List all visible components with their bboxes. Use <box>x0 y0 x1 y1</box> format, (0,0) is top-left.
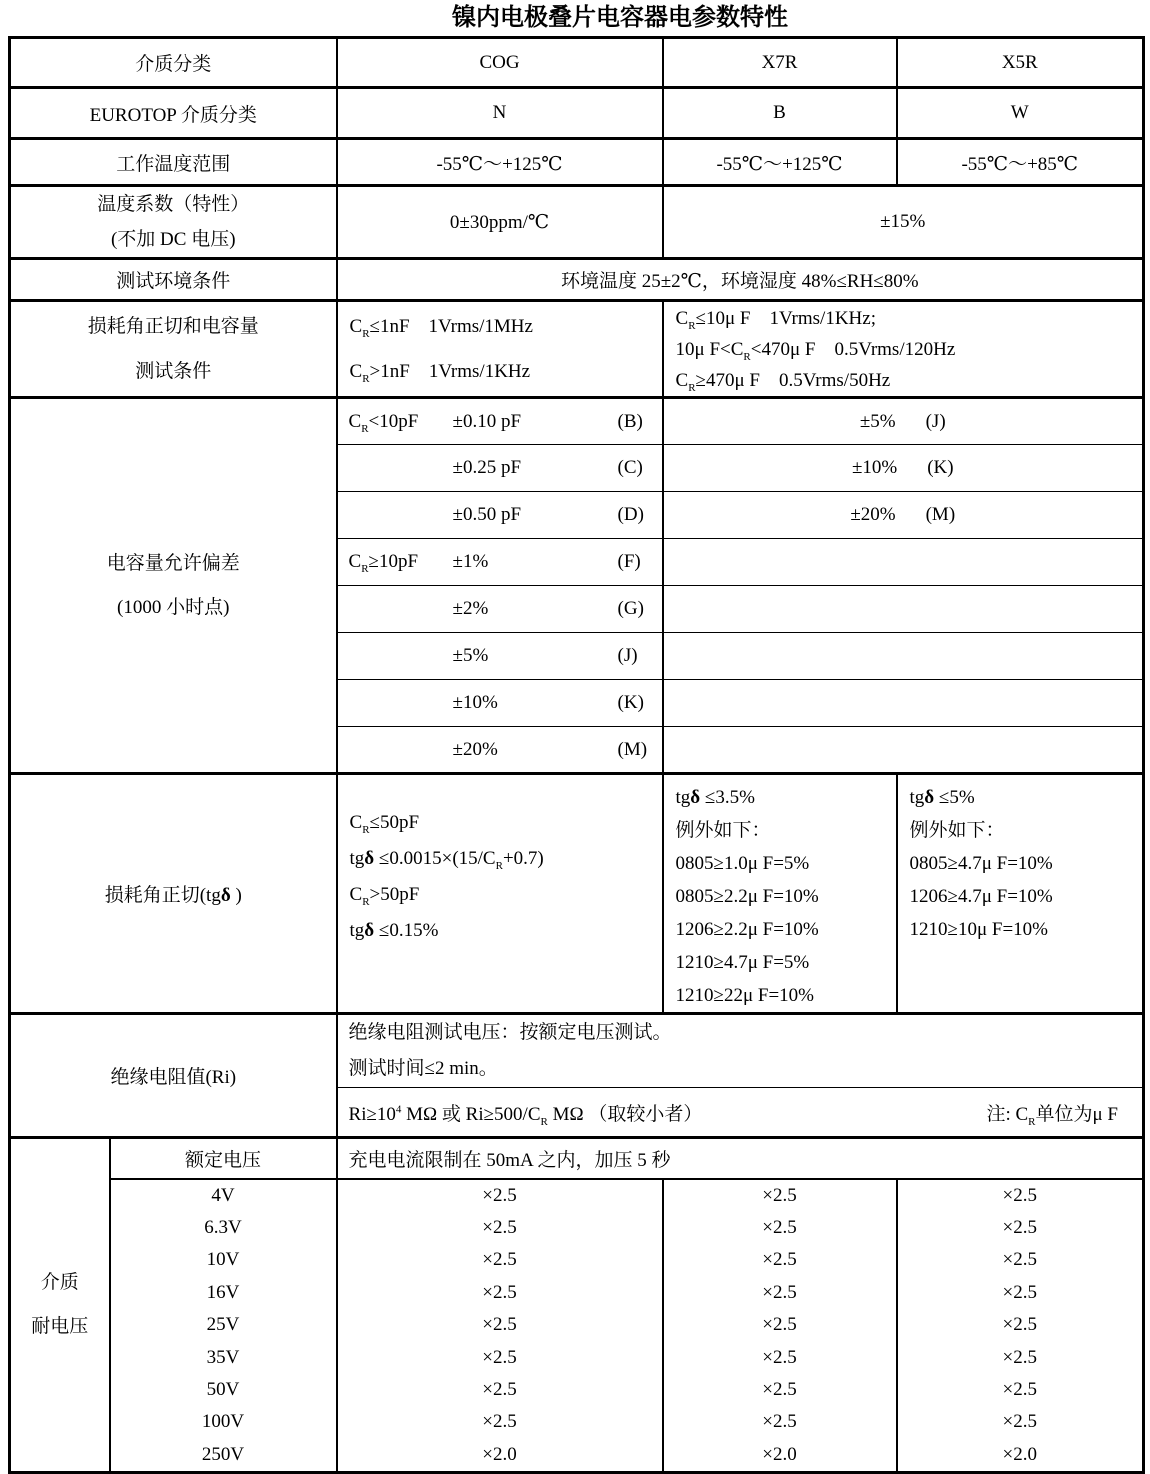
withstand-x5r-value: ×2.0 <box>1002 1443 1037 1465</box>
tolerance-cog-cell <box>337 586 663 633</box>
df-cap-test-label-line1: 损耗角正切和电容量 <box>87 316 259 337</box>
withstand-cog-value: ×2.5 <box>482 1281 517 1303</box>
tan-delta-x7r-line: 1210≥4.7μ F=5% <box>675 952 810 973</box>
tolerance-cog-cell <box>337 727 663 774</box>
page-title: 镍内电极叠片电容器电参数特性 <box>452 4 788 31</box>
withstand-x5r-value: ×2.5 <box>1002 1411 1037 1433</box>
tolerance-value: ±2% <box>452 598 489 619</box>
withstand-x7r-value: ×2.5 <box>762 1346 797 1368</box>
voltage-item: 16V <box>206 1281 240 1303</box>
voltage-list <box>110 1179 337 1473</box>
tolerance-condition: $C_R<10pF$ <box>348 410 419 435</box>
voltage-item: 25V <box>206 1314 240 1336</box>
tan-delta-row <box>10 774 1144 1014</box>
df-cap-test-x7r-x5r <box>663 301 1144 398</box>
tan-delta-x7r <box>663 774 897 1014</box>
tan-delta-cog <box>337 774 663 1014</box>
rated-voltage-label: 额定电压 <box>110 1138 337 1179</box>
tolerance-right-value: ±10% <box>851 457 898 478</box>
tan-delta-x7r-line: 例外如下： <box>675 820 771 841</box>
insulation-formula: $Ri\ge 10^4$ MΩ 或 $Ri\ge 500/C_R$ MΩ （取较小者） <box>348 1103 703 1128</box>
tan-delta-label: 损耗角正切(tgδ ) <box>10 774 337 1014</box>
withstand-x7r-value: ×2.5 <box>762 1184 797 1206</box>
tolerance-value: ±0.25 pF <box>452 457 522 478</box>
eurotop-x7r: B <box>663 88 897 139</box>
df-cap-test-row <box>10 301 1144 398</box>
tolerance-right-code: (M) <box>925 504 956 525</box>
withstand-cog-values <box>337 1179 663 1473</box>
withstand-values-row <box>10 1179 1144 1473</box>
tolerance-right-code: (J) <box>925 410 946 432</box>
tolerance-right-cell <box>663 398 1144 445</box>
tolerance-right-value: ±5% <box>859 410 896 432</box>
test-environment-label: 测试环境条件 <box>10 259 337 301</box>
tan-delta-x5r-line: 1210≥10μ F=10% <box>909 919 1048 940</box>
insulation-condition-line: 绝缘电阻测试电压：按额定电压测试。 <box>348 1022 672 1043</box>
temp-coefficient-row <box>10 186 1144 259</box>
withstand-x5r-value: ×2.5 <box>1002 1216 1037 1238</box>
cog-header: COG <box>337 38 663 88</box>
operating-temp-x7r: -55℃～+125℃ <box>663 139 897 186</box>
tolerance-right-cell <box>663 539 1144 586</box>
insulation-condition-line: 测试时间≤2 min。 <box>348 1058 498 1079</box>
dielectric-class-label: 介质分类 <box>10 38 337 88</box>
x7r-header: X7R <box>663 38 897 88</box>
tolerance-value: ±20% <box>452 738 498 760</box>
tan-delta-cog-line: $C_R\le 50pF$ <box>349 811 420 836</box>
tolerance-value: ±10% <box>452 692 498 713</box>
spec-table <box>8 36 1145 1474</box>
voltage-item: 4V <box>211 1184 235 1206</box>
insulation-conditions <box>337 1014 1144 1088</box>
withstand-side-label-line1: 介质 <box>40 1272 79 1294</box>
withstand-side-label-line2: 耐电压 <box>31 1316 89 1338</box>
voltage-item: 50V <box>206 1378 240 1400</box>
temp-coefficient-label <box>10 186 337 259</box>
tan-delta-x7r-line: 0805≥2.2μ F=10% <box>675 886 819 907</box>
tan-delta-cog-line: $tg\delta \le 0.0015\times(15/C_R+0.7)$ <box>349 847 544 872</box>
tolerance-cog-cell <box>337 445 663 492</box>
withstand-x5r-value: ×2.5 <box>1002 1281 1037 1303</box>
withstand-x7r-values <box>663 1179 897 1473</box>
tolerance-right-value: ±20% <box>850 504 896 525</box>
tan-delta-x7r-line: 0805≥1.0μ F=5% <box>675 853 810 874</box>
tolerance-cog-cell <box>337 398 663 445</box>
operating-temp-label: 工作温度范围 <box>10 139 337 186</box>
tan-delta-x7r-line: tgδ ≤3.5% <box>675 787 755 808</box>
withstand-x5r-value: ×2.5 <box>1002 1314 1037 1336</box>
withstand-cog-value: ×2.5 <box>482 1216 517 1238</box>
voltage-item: 100V <box>201 1411 245 1433</box>
withstand-cog-value: ×2.5 <box>482 1411 517 1433</box>
tolerance-right-cell <box>663 680 1144 727</box>
tolerance-right-cell <box>663 727 1144 774</box>
withstand-cog-value: ×2.5 <box>482 1314 517 1336</box>
tolerance-code: (J) <box>617 645 638 666</box>
voltage-item: 6.3V <box>204 1216 242 1238</box>
operating-temp-row <box>10 139 1144 186</box>
tan-delta-x7r-line: 1210≥22μ F=10% <box>675 985 814 1006</box>
tolerance-right-cell <box>663 633 1144 680</box>
x5r-header: X5R <box>897 38 1144 88</box>
insulation-row-1 <box>10 1014 1144 1088</box>
voltage-item: 250V <box>201 1443 245 1465</box>
tolerance-code: (D) <box>617 504 644 525</box>
withstand-cog-value: ×2.0 <box>482 1443 517 1465</box>
withstand-x5r-value: ×2.5 <box>1002 1346 1037 1368</box>
tolerance-label-line1: 电容量允许偏差 <box>106 552 240 574</box>
df-cap-test-x7r-x5r-line: $C_R\ge 470\mu$ F 0.5Vrms/50Hz <box>675 369 891 394</box>
tan-delta-x5r-line: tgδ ≤5% <box>909 787 975 808</box>
withstand-cog-value: ×2.5 <box>482 1346 517 1368</box>
withstand-side-label <box>10 1138 110 1473</box>
tan-delta-cog-line: tgδ ≤0.15% <box>349 919 439 941</box>
tolerance-right-code: (K) <box>927 457 954 478</box>
dielectric-class-row <box>10 38 1144 88</box>
eurotop-cog: N <box>337 88 663 139</box>
insulation-label: 绝缘电阻值(Ri) <box>10 1014 337 1138</box>
withstand-cog-value: ×2.5 <box>482 1378 517 1400</box>
tolerance-code: (K) <box>617 692 644 713</box>
rated-voltage-row <box>10 1138 1144 1179</box>
withstand-x7r-value: ×2.5 <box>762 1378 797 1400</box>
eurotop-x5r: W <box>897 88 1144 139</box>
tolerance-value: ±0.10 pF <box>452 410 522 432</box>
tolerance-value: ±1% <box>452 551 489 572</box>
tolerance-cog-cell <box>337 492 663 539</box>
temp-coefficient-x7r-x5r: ±15% <box>663 186 1144 259</box>
tan-delta-x5r-line: 例外如下： <box>909 820 1005 841</box>
withstand-x5r-value: ×2.5 <box>1002 1184 1037 1206</box>
withstand-x7r-value: ×2.5 <box>762 1216 797 1238</box>
df-cap-test-label <box>10 301 337 398</box>
df-cap-test-cog-line: $C_R\le 1nF$ 1Vrms/1MHz <box>349 316 533 340</box>
tolerance-code: (M) <box>617 738 648 760</box>
tan-delta-x5r-line: 0805≥4.7μ F=10% <box>909 853 1053 874</box>
df-cap-test-cog <box>337 301 663 398</box>
withstand-x7r-value: ×2.0 <box>762 1443 797 1465</box>
tolerance-cog-cell <box>337 539 663 586</box>
tolerance-right-cell <box>663 492 1144 539</box>
withstand-x5r-values <box>897 1179 1144 1473</box>
tolerance-code: (F) <box>617 551 641 572</box>
voltage-item: 10V <box>206 1249 240 1271</box>
df-cap-test-x7r-x5r-line: $C_R\le 10\mu$ F 1Vrms/1KHz; <box>675 307 876 332</box>
temp-coefficient-cog: 0±30ppm/℃ <box>337 186 663 259</box>
withstand-x7r-value: ×2.5 <box>762 1281 797 1303</box>
operating-temp-x5r: -55℃～+85℃ <box>897 139 1144 186</box>
tolerance-cog-cell <box>337 680 663 727</box>
tolerance-right-cell <box>663 445 1144 492</box>
withstand-x7r-value: ×2.5 <box>762 1411 797 1433</box>
eurotop-label: EUROTOP 介质分类 <box>10 88 337 139</box>
insulation-formula-cell <box>337 1088 1144 1138</box>
tolerance-code: (G) <box>617 598 644 619</box>
withstand-cog-value: ×2.5 <box>482 1249 517 1271</box>
test-environment-value: 环境温度 25±2℃，环境湿度 48%≤RH≤80% <box>337 259 1144 301</box>
tolerance-cog-cell <box>337 633 663 680</box>
withstand-x7r-value: ×2.5 <box>762 1249 797 1271</box>
rated-voltage-note: 充电电流限制在 50mA 之内，加压 5 秒 <box>337 1138 1144 1179</box>
withstand-x5r-value: ×2.5 <box>1002 1249 1037 1271</box>
temp-coefficient-label-line2: (不加 DC 电压) <box>110 229 236 250</box>
withstand-x5r-value: ×2.5 <box>1002 1378 1037 1400</box>
tolerance-row-1 <box>10 398 1144 445</box>
voltage-item: 35V <box>206 1346 240 1368</box>
withstand-x7r-value: ×2.5 <box>762 1314 797 1336</box>
df-cap-test-x7r-x5r-line: 10μ $F<C_R<470\mu$ F 0.5Vrms/120Hz <box>675 338 956 363</box>
tolerance-right-cell <box>663 586 1144 633</box>
tolerance-label <box>10 398 337 774</box>
withstand-cog-value: ×2.5 <box>482 1184 517 1206</box>
tan-delta-x5r <box>897 774 1144 1014</box>
insulation-note: 注: $C_R$单位为μ F <box>986 1103 1119 1128</box>
tolerance-condition: $C_R\ge 10pF$ <box>348 551 419 575</box>
operating-temp-cog: -55℃～+125℃ <box>337 139 663 186</box>
tolerance-value: ±0.50 pF <box>452 504 522 525</box>
df-cap-test-cog-line: $C_R>1nF$ 1Vrms/1KHz <box>349 361 531 385</box>
tolerance-code: (C) <box>617 457 643 478</box>
tan-delta-cog-line: $C_R>50pF$ <box>349 883 420 908</box>
tan-delta-x7r-line: 1206≥2.2μ F=10% <box>675 919 819 940</box>
eurotop-class-row <box>10 88 1144 139</box>
test-environment-row <box>10 259 1144 301</box>
tan-delta-x5r-line: 1206≥4.7μ F=10% <box>909 886 1053 907</box>
df-cap-test-label-line2: 测试条件 <box>135 361 212 382</box>
tolerance-code: (B) <box>617 410 643 432</box>
temp-coefficient-label-line1: 温度系数（特性） <box>97 194 250 215</box>
tolerance-value: ±5% <box>452 645 489 666</box>
tolerance-label-line2: (1000 小时点) <box>117 596 230 618</box>
